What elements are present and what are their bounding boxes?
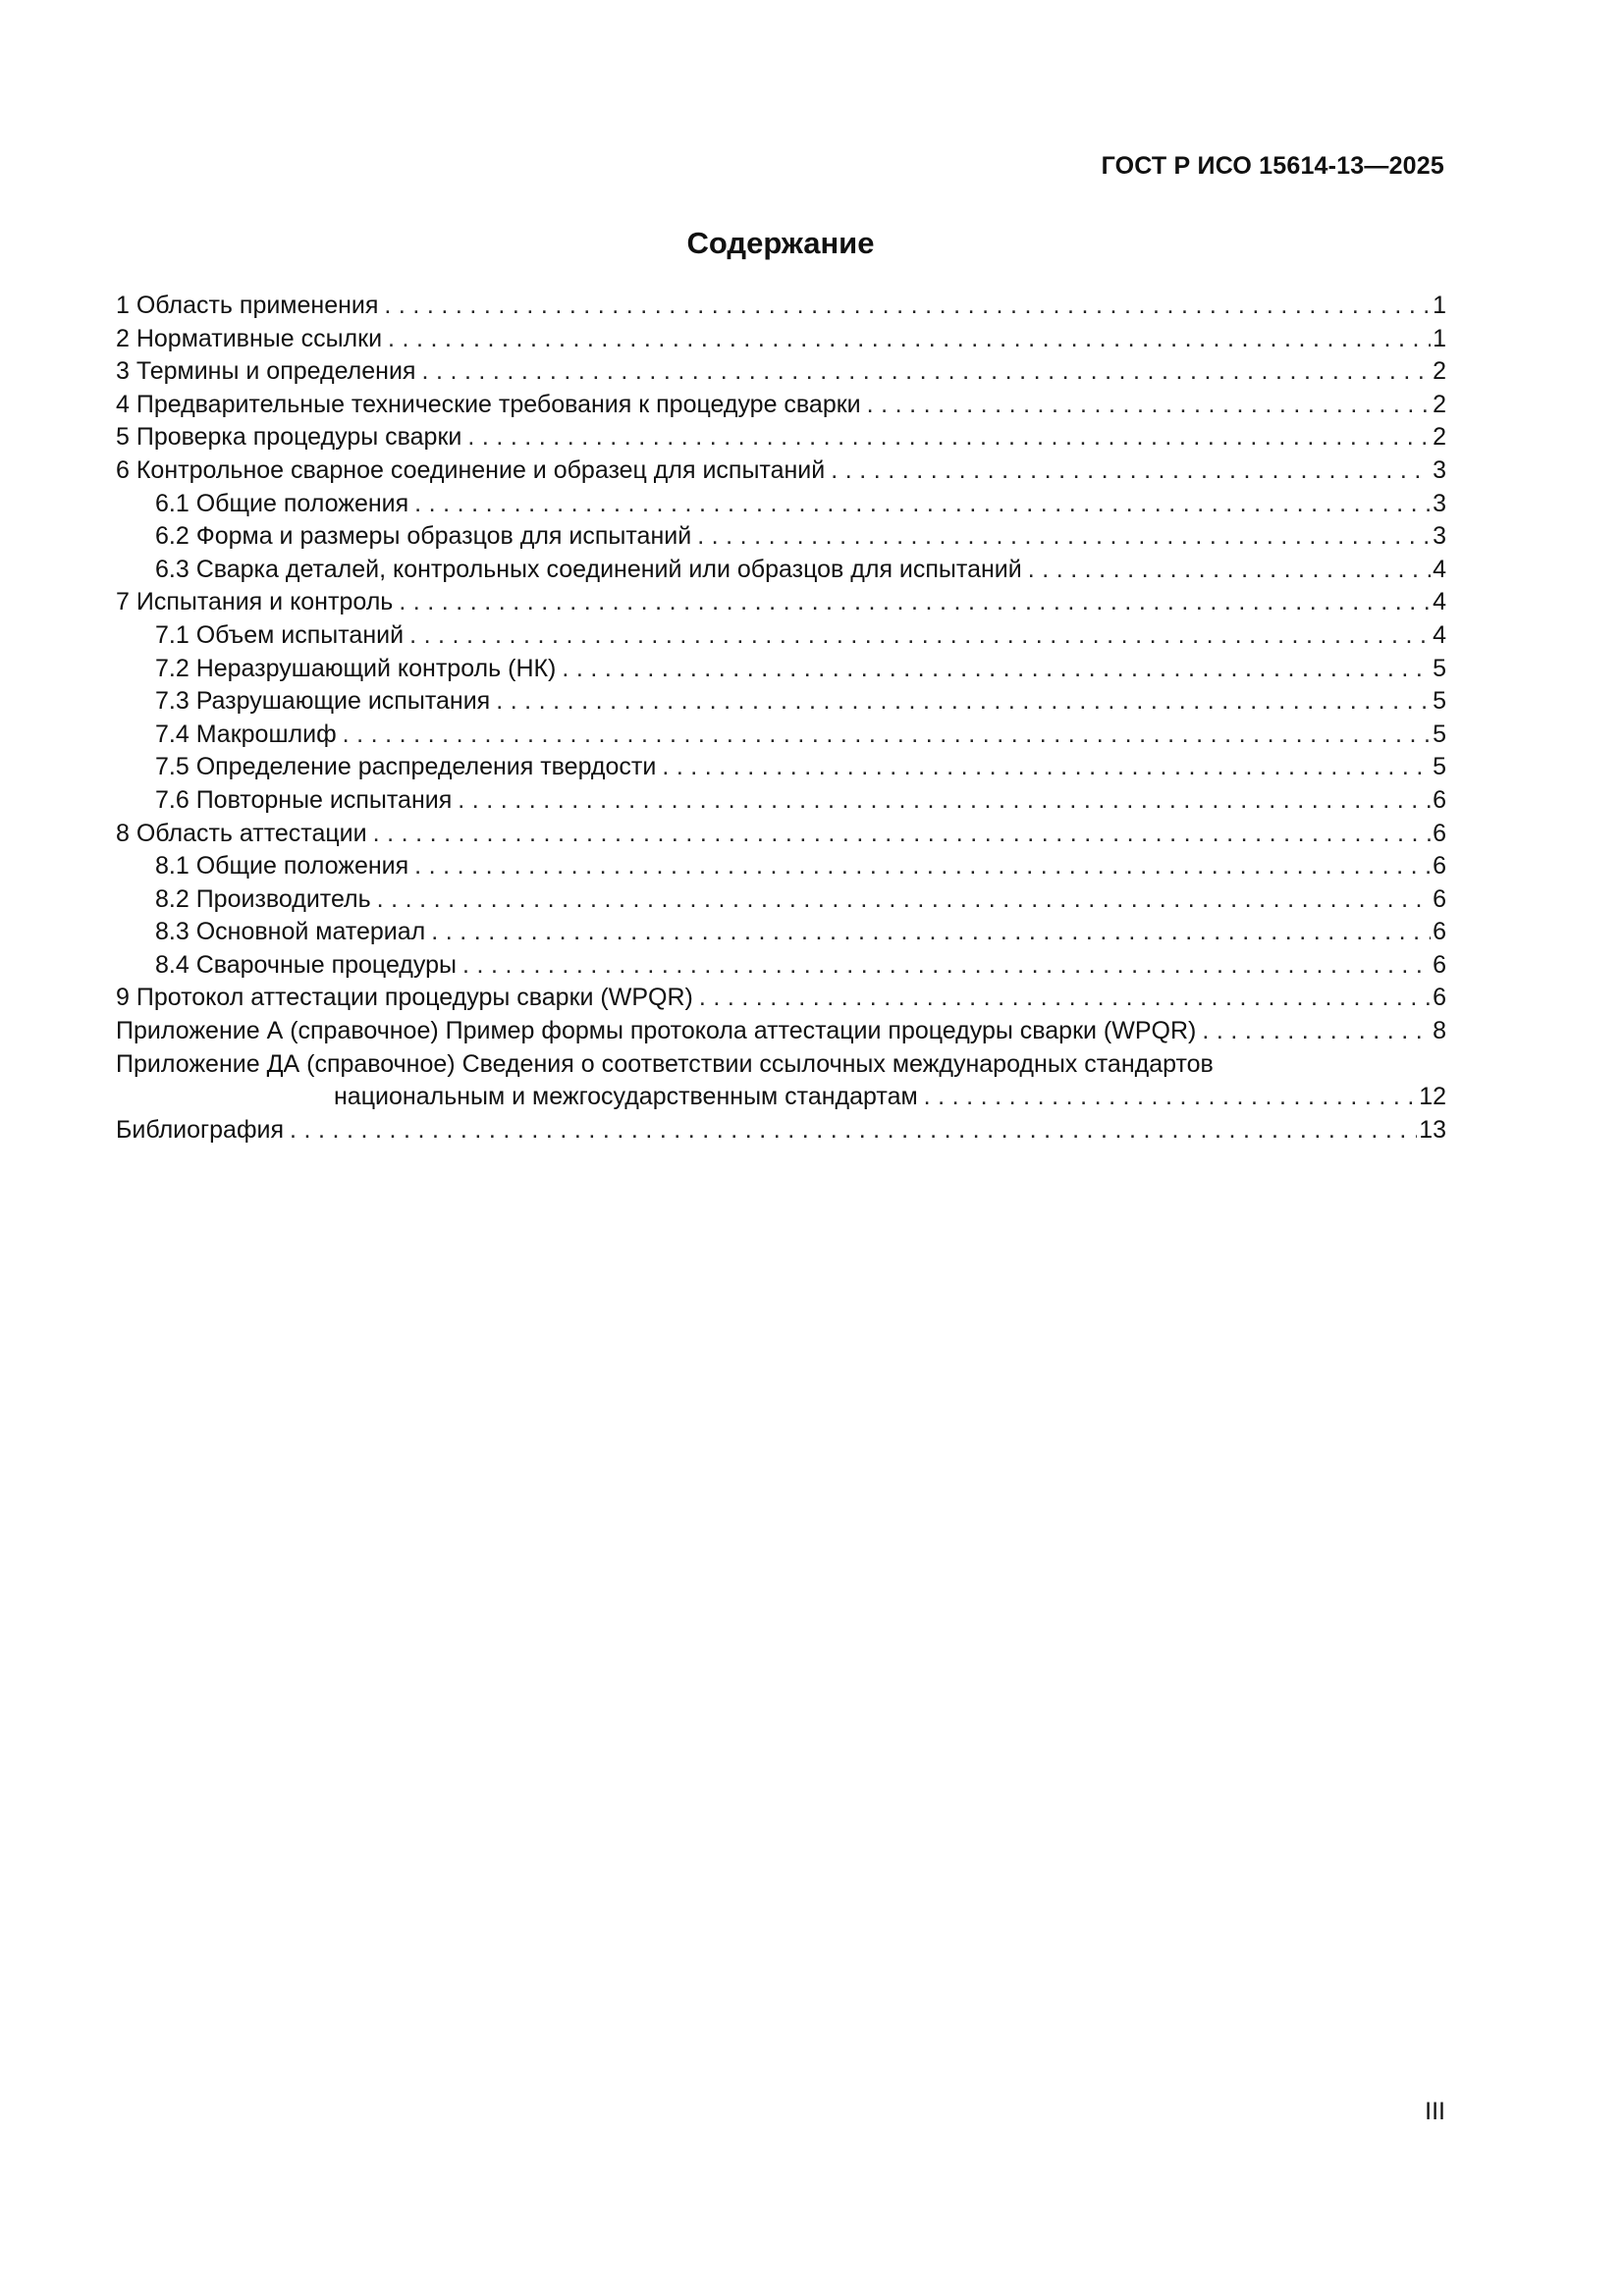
- toc-entry-label-line2: национальным и межгосударственным стандартам: [334, 1083, 918, 1111]
- toc-entry-page: 1: [1433, 324, 1446, 352]
- toc-entry-label: 7 Испытания и контроль: [116, 588, 394, 616]
- toc-entry-label: 7.1 Объем испытаний: [155, 620, 405, 649]
- toc-entry-page: 6: [1433, 819, 1446, 847]
- toc-entry-label: Приложение А (справочное) Пример формы протокола аттестации процедуры сварки (WPQR): [116, 1017, 1197, 1045]
- toc-entry[interactable]: [116, 883, 1446, 917]
- toc-dot-leader: [867, 389, 1431, 422]
- toc-dot-leader: [384, 290, 1431, 323]
- toc-entry[interactable]: [116, 389, 1446, 422]
- toc-entry-label: 7.2 Неразрушающий контроль (НК): [155, 654, 557, 682]
- toc-entry-annex-da[interactable]: [116, 1048, 1446, 1114]
- toc-entry-page: 12: [1419, 1083, 1446, 1111]
- toc-dot-leader: [414, 850, 1431, 883]
- toc-entry-page: 4: [1433, 588, 1446, 616]
- toc-entry[interactable]: [116, 949, 1446, 983]
- toc-entry[interactable]: [116, 719, 1446, 752]
- toc-entry-page: 1: [1433, 292, 1446, 319]
- toc-entry[interactable]: [116, 586, 1446, 619]
- toc-dot-leader: [458, 784, 1431, 818]
- toc-entry-bibliography[interactable]: [116, 1114, 1446, 1148]
- page-number: III: [1425, 2098, 1445, 2125]
- toc-dot-leader: [421, 355, 1431, 389]
- toc-entry-label: 7.4 Макрошлиф: [155, 720, 337, 748]
- toc-dot-leader: [290, 1114, 1417, 1148]
- toc-dot-leader: [496, 685, 1431, 719]
- toc-dot-leader: [924, 1081, 1418, 1114]
- toc-dot-leader: [699, 982, 1431, 1015]
- toc-entry[interactable]: [116, 916, 1446, 949]
- toc-entry-label: 3 Термины и определения: [116, 357, 416, 386]
- toc-dot-leader: [697, 520, 1431, 554]
- toc-entry-label: 9 Протокол аттестации процедуры сварки (WPQR): [116, 984, 693, 1012]
- toc-entry-page: 5: [1433, 654, 1446, 682]
- toc-dot-leader: [414, 488, 1431, 521]
- toc-entry-label: 7.6 Повторные испытания: [155, 785, 453, 814]
- toc-entry-page: 8: [1433, 1017, 1446, 1045]
- toc-entry[interactable]: [116, 554, 1446, 587]
- toc-entry-page: 6: [1433, 984, 1446, 1012]
- table-of-contents: [116, 290, 1446, 1147]
- toc-entry-label-line1: Приложение ДА (справочное) Сведения о соответствии ссылочных международных стандартов: [116, 1049, 1214, 1078]
- toc-entry-label: 2 Нормативные ссылки: [116, 324, 383, 352]
- toc-entry[interactable]: [116, 290, 1446, 323]
- toc-entry[interactable]: [116, 982, 1446, 1015]
- toc-dot-leader: [1202, 1015, 1431, 1048]
- toc-dot-leader: [562, 653, 1431, 686]
- toc-entry-page: 5: [1433, 687, 1446, 716]
- toc-entry-label: 6.1 Общие положения: [155, 489, 409, 517]
- toc-entry-label: 8.4 Сварочные процедуры: [155, 950, 457, 979]
- toc-entry[interactable]: [116, 488, 1446, 521]
- toc-entry-page: 5: [1433, 753, 1446, 781]
- toc-entry-page: 2: [1433, 357, 1446, 386]
- toc-entry[interactable]: [116, 653, 1446, 686]
- toc-entry-label: 8.1 Общие положения: [155, 852, 409, 881]
- toc-entry-page: 2: [1433, 390, 1446, 418]
- toc-dot-leader: [377, 883, 1431, 917]
- toc-entry-page: 4: [1433, 555, 1446, 583]
- toc-entry-page: 3: [1433, 455, 1446, 484]
- toc-entry-label-line2-row: [116, 1081, 1446, 1114]
- toc-entry-page: 5: [1433, 720, 1446, 748]
- toc-entry-page: 6: [1433, 785, 1446, 814]
- toc-dot-leader: [343, 719, 1431, 752]
- toc-entry[interactable]: [116, 850, 1446, 883]
- toc-entry-page: 3: [1433, 522, 1446, 551]
- toc-dot-leader: [467, 421, 1431, 454]
- toc-entry-page: 4: [1433, 620, 1446, 649]
- toc-entry[interactable]: [116, 323, 1446, 356]
- toc-dot-leader: [399, 586, 1431, 619]
- toc-entry-page: 13: [1419, 1115, 1446, 1144]
- toc-entry-page: 2: [1433, 423, 1446, 452]
- toc-entry-label: 5 Проверка процедуры сварки: [116, 423, 462, 452]
- toc-entry-page: 6: [1433, 918, 1446, 946]
- document-code-header: ГОСТ Р ИСО 15614-13—2025: [1101, 152, 1444, 180]
- toc-entry-label: 7.5 Определение распределения твердости: [155, 753, 657, 781]
- toc-entry[interactable]: [116, 520, 1446, 554]
- toc-dot-leader: [831, 454, 1431, 488]
- toc-entry-label: 6.2 Форма и размеры образцов для испытаний: [155, 522, 692, 551]
- toc-entry-label: 8 Область аттестации: [116, 819, 367, 847]
- toc-entry-page: 6: [1433, 884, 1446, 913]
- toc-entry[interactable]: [116, 784, 1446, 818]
- toc-title: Содержание: [686, 226, 875, 260]
- toc-dot-leader: [388, 323, 1431, 356]
- toc-entry-page: 6: [1433, 852, 1446, 881]
- toc-entry[interactable]: [116, 685, 1446, 719]
- toc-entry-page: 6: [1433, 950, 1446, 979]
- toc-entry[interactable]: [116, 1015, 1446, 1048]
- toc-entry[interactable]: [116, 619, 1446, 653]
- toc-entry-label: 7.3 Разрушающие испытания: [155, 687, 491, 716]
- toc-entry[interactable]: [116, 421, 1446, 454]
- toc-entry[interactable]: [116, 751, 1446, 784]
- toc-dot-leader: [431, 916, 1431, 949]
- toc-entry-label: 4 Предварительные технические требования к процедуре сварки: [116, 390, 861, 418]
- toc-entry-label: 1 Область применения: [116, 292, 379, 319]
- toc-entry[interactable]: [116, 818, 1446, 851]
- toc-dot-leader: [409, 619, 1431, 653]
- toc-dot-leader: [662, 751, 1431, 784]
- toc-dot-leader: [1028, 554, 1431, 587]
- toc-entry[interactable]: [116, 355, 1446, 389]
- toc-dot-leader: [373, 818, 1431, 851]
- toc-entry-label: Библиография: [116, 1115, 285, 1144]
- toc-entry[interactable]: [116, 454, 1446, 488]
- toc-dot-leader: [462, 949, 1431, 983]
- toc-entry-label: 6.3 Сварка деталей, контрольных соединений или образцов для испытаний: [155, 555, 1022, 583]
- toc-entry-label: 8.3 Основной материал: [155, 918, 426, 946]
- toc-entry-label: 8.2 Производитель: [155, 884, 371, 913]
- toc-entry-page: 3: [1433, 489, 1446, 517]
- toc-entry-label: 6 Контрольное сварное соединение и образец для испытаний: [116, 455, 826, 484]
